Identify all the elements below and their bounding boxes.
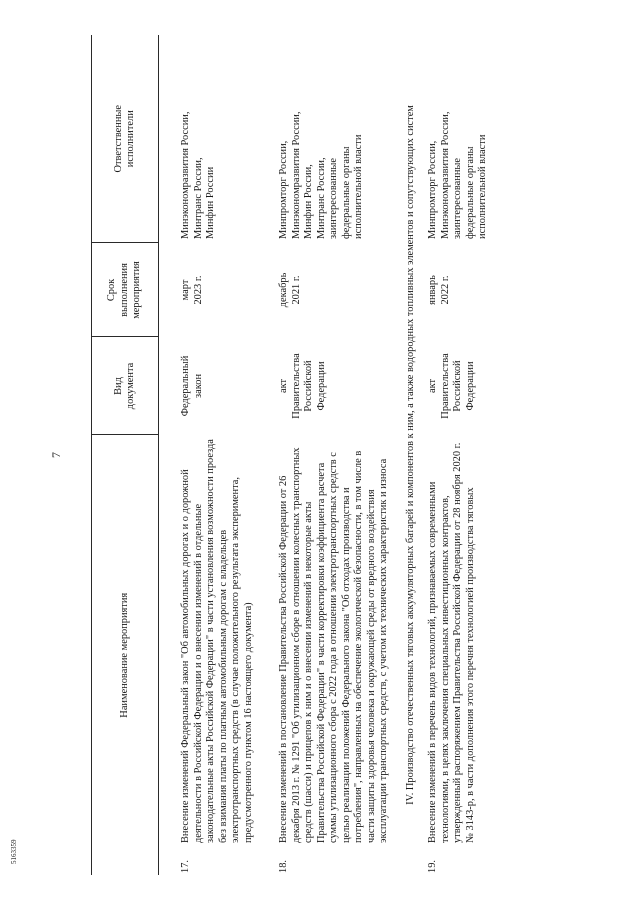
header-name: Наименование мероприятия bbox=[92, 435, 159, 875]
row-measure-name: Внесение изменений в перечень видов технологий, признаваемых современными технологиями, в целях заключения специальных инвестиционных контрактов, утвержденный распоряжением Правительства Российской Федерации от 28 ноября 2020 г. № 3143-р, в части дополнения этого перечня технологией производства тяговых bbox=[427, 442, 476, 843]
table-header-row bbox=[92, 35, 159, 875]
row-doc-type: акт Правительства Российской Федерации bbox=[427, 353, 476, 419]
row-number: 17. bbox=[180, 860, 191, 873]
row-deadline: январь 2022 г. bbox=[427, 275, 451, 305]
row-deadline: декабрь 2021 г. bbox=[278, 272, 302, 308]
row-measure-name: Внесение изменений в постановление Правительства Российской Федерации от 26 декабря 2013 г. № 1291 "Об утилизационном сборе в отношении колесных транспортных средств (шасси) и прицепов к ним и о внесении изменений в некоторые акты Правительства Российской Федерации" в части корректировки коэффициента расчета суммы утилизационного сбора с 2022 года в отношении электротранспортных средств с целью реализации положений Федерального закона "Об отходах производства и потребления", направленных на обеспечение экологической безопасности, в том числе в части защиты здоровья человека и окружающей среды от вредного воздействия эксплуатации транспортных средств, с учетом их технических характеристик и износа bbox=[278, 447, 389, 843]
table-row-19 bbox=[425, 35, 492, 875]
header-deadline: Срок выполнения мероприятия bbox=[92, 243, 159, 337]
table-row-17 bbox=[178, 35, 257, 875]
row-number: 19. bbox=[427, 860, 438, 873]
row-executors: Минэкономразвития России, Минтранс России, Минфин России bbox=[180, 111, 216, 239]
table-row-18 bbox=[276, 35, 393, 875]
section-heading: IV. Производство отечественных тяговых аккумуляторных батарей и компонентов к ним, а также водородных топливных элементов и сопутствующих систем bbox=[404, 105, 416, 805]
header-executors: Ответственные исполнители bbox=[92, 35, 159, 243]
row-number: 18. bbox=[278, 860, 289, 873]
row-executors: Минпромторг России, Минэкономразвития России, Минфин России, Минтранс России, заинтересованные федеральные органы исполнительной власти bbox=[278, 111, 364, 239]
row-doc-type: акт Правительства Российской Федерации bbox=[278, 353, 327, 419]
measures-table bbox=[91, 35, 492, 875]
row-measure-name: Внесение изменений Федеральный закон "Об автомобильных дорогах и о дорожной деятельности в Российской Федерации и о внесении изменений в отдельные законодательные акты Российской Федерации" в части установления возможности проезда без взимания платы по платным автомобильным дорогам с владельцев электротранспортных средств (в случае положительного результата эксперимента, предусмотренного пунктом 16 настоящего документа) bbox=[180, 439, 254, 843]
row-deadline: март 2023 г. bbox=[180, 275, 204, 305]
row-executors: Минпромторг России, Минэкономразвития России, заинтересованные федеральные органы исполнительной власти bbox=[427, 111, 488, 239]
page-number: 7 bbox=[49, 452, 63, 458]
rotated-page bbox=[50, 20, 600, 890]
document-id: 5163359 bbox=[10, 839, 18, 865]
header-doc-type: Вид документа bbox=[92, 337, 159, 435]
row-doc-type: Федеральный закон bbox=[180, 355, 204, 417]
section-heading-row bbox=[393, 35, 426, 875]
